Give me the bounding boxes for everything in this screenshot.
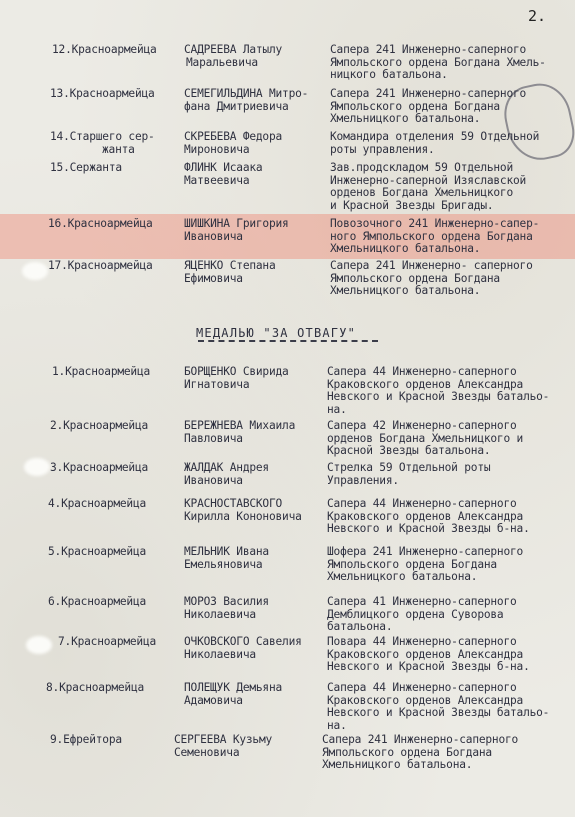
person-name: БЕРЕЖНЕВА Михаила Павловича — [184, 419, 296, 445]
unit-description: Сапера 241 Инженерно- саперного Ямпольского ордена Богдана Хмельницкого батальона. — [330, 259, 533, 298]
unit-description: Командира отделения 59 Отдельной роты управления. — [330, 130, 540, 156]
rank-label: 4.Красноармейца — [48, 497, 147, 510]
rank-label: 15.Сержанта — [50, 161, 122, 174]
rank-label: 12.Красноармейца — [52, 43, 157, 56]
rank-label: 3.Красноармейца — [50, 461, 149, 474]
rank-label: 6.Красноармейца — [48, 595, 147, 608]
unit-description: Сапера 41 Инженерно-саперного Демблицкого ордена Суворова батальона. — [327, 595, 517, 634]
punch-hole — [22, 262, 48, 280]
person-name: ФЛИНК Исаака Матвеевича — [184, 161, 263, 187]
rank-label: 7.Красноармейца — [58, 635, 157, 648]
rank-label: 8.Красноармейца — [46, 681, 145, 694]
person-name: САДРЕЕВА Латылу Маральевича — [184, 43, 283, 69]
unit-description: Сапера 42 Инженерно-саперного орденов Богдана Хмельницкого и Красной Звезды батальона. — [327, 419, 524, 458]
unit-description: Сапера 44 Инженерно-саперного Краковского орденов Александра Невского и Красной Звезды батальо- на. — [327, 681, 550, 732]
person-name: СЕМЕГИЛЬДИНА Митро- фана Дмитриевича — [184, 87, 309, 113]
page-number: 2. — [528, 7, 547, 25]
unit-description: Повара 44 Инженерно-саперного Краковского орденов Александра Невского и Красной Звезды б-на. — [327, 635, 530, 674]
unit-description: Стрелка 59 Отдельной роты Управления. — [327, 461, 491, 487]
rank-label: 16.Красноармейца — [48, 217, 153, 230]
medal-heading: МЕДАЛЬЮ "ЗА ОТВАГУ" — [196, 326, 357, 340]
unit-description: Сапера 241 Инженерно-саперного Ямпольского ордена Богдана Хмельницкого батальона. — [322, 733, 519, 772]
rank-label: 2.Красноармейца — [50, 419, 149, 432]
punch-hole — [24, 458, 50, 476]
person-name: МОРОЗ Василия Николаевича — [184, 595, 269, 621]
person-name: СКРЕБЕВА Федора Мироновича — [184, 130, 283, 156]
unit-description: Повозочного 241 Инженерно-сапер- ного Ямпольского ордена Богдана Хмельницкого батальона. — [330, 217, 540, 256]
punch-hole — [26, 636, 52, 654]
person-name: СЕРГЕЕВА Кузьму Семеновича — [174, 733, 273, 759]
heading-underline — [198, 340, 378, 342]
person-name: ЯЦЕНКО Степана Ефимовича — [184, 259, 276, 285]
person-name: ЖАЛДАК Андрея Ивановича — [184, 461, 269, 487]
unit-description: Сапера 241 Инженерно-саперного Ямпольского ордена Богдана Хмель- ницкого батальона. — [330, 43, 546, 82]
rank-label: 13.Красноармейца — [50, 87, 155, 100]
unit-description: Шофера 241 Инженерно-саперного Ямпольского ордена Богдана Хмельницкого батальона. — [327, 545, 524, 584]
rank-label: 1.Красноармейца — [52, 365, 151, 378]
person-name: КРАСНОСТАВСКОГО Кирилла Кононовича — [184, 497, 302, 523]
unit-description: Зав.продскладом 59 Отдельной Инженерно-саперной Изяславской орденов Богдана Хмельницкого и Красной Звезды Бригады. — [330, 161, 527, 212]
person-name: МЕЛЬНИК Ивана Емельяновича — [184, 545, 269, 571]
unit-description: Сапера 241 Инженерно-саперного Ямпольского ордена Богдана Хмельницкого батальона. — [330, 87, 527, 126]
person-name: БОРЩЕНКО Свирида Игнатовича — [184, 365, 289, 391]
person-name: ШИШКИНА Григория Ивановича — [184, 217, 289, 243]
unit-description: Сапера 44 Инженерно-саперного Краковского орденов Александра Невского и Красной Звезды б-на. — [327, 497, 530, 536]
rank-label: 14.Старшего сер- жанта — [50, 130, 155, 156]
person-name: ПОЛЕЩУК Демьяна Адамовича — [184, 681, 283, 707]
rank-label: 17.Красноармейца — [48, 259, 153, 272]
rank-label: 9.Ефрейтора — [50, 733, 122, 746]
unit-description: Сапера 44 Инженерно-саперного Краковского орденов Александра Невского и Красной Звезды батальо- на. — [327, 365, 550, 416]
rank-label: 5.Красноармейца — [48, 545, 147, 558]
person-name: ОЧКОВСКОГО Савелия Николаевича — [184, 635, 302, 661]
